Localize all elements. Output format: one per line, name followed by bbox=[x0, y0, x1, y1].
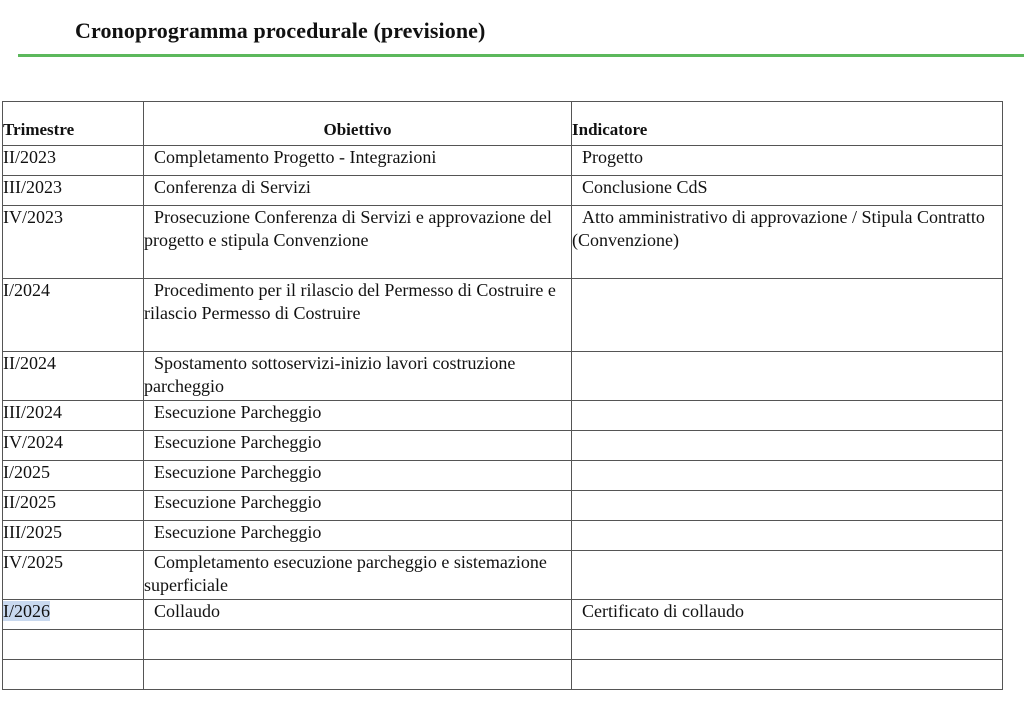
cell-obiettivo[interactable]: Conferenza di Servizi bbox=[144, 176, 572, 206]
cell-obiettivo[interactable]: Spostamento sottoservizi-inizio lavori costruzione parcheggio bbox=[144, 352, 572, 401]
cell-indicatore[interactable]: Atto amministrativo di approvazione / Stipula Contratto (Convenzione) bbox=[572, 206, 1003, 279]
cell-trimestre[interactable] bbox=[3, 660, 144, 690]
table-row bbox=[3, 401, 1003, 431]
cell-trimestre[interactable]: III/2023 bbox=[3, 176, 144, 206]
cell-trimestre[interactable]: IV/2024 bbox=[3, 431, 144, 461]
cell-trimestre[interactable]: II/2024 bbox=[3, 352, 144, 401]
cell-indicatore[interactable] bbox=[572, 551, 1003, 600]
cell-trimestre[interactable] bbox=[3, 600, 144, 630]
cell-obiettivo[interactable]: Procedimento per il rilascio del Permesso di Costruire e rilascio Permesso di Costruire bbox=[144, 279, 572, 352]
header-row bbox=[3, 102, 1003, 146]
cell-trimestre[interactable]: I/2025 bbox=[3, 461, 144, 491]
cell-indicatore[interactable] bbox=[572, 461, 1003, 491]
table-row bbox=[3, 461, 1003, 491]
table-row bbox=[3, 431, 1003, 461]
cell-obiettivo[interactable]: Completamento esecuzione parcheggio e sistemazione superficiale bbox=[144, 551, 572, 600]
table-row bbox=[3, 600, 1003, 630]
table-row bbox=[3, 491, 1003, 521]
cell-obiettivo[interactable]: Esecuzione Parcheggio bbox=[144, 461, 572, 491]
cell-obiettivo[interactable]: Completamento Progetto - Integrazioni bbox=[144, 146, 572, 176]
table-row bbox=[3, 146, 1003, 176]
cell-obiettivo[interactable] bbox=[144, 630, 572, 660]
cell-obiettivo[interactable]: Prosecuzione Conferenza di Servizi e approvazione del progetto e stipula Convenzione bbox=[144, 206, 572, 279]
cell-obiettivo[interactable]: Collaudo bbox=[144, 600, 572, 630]
cell-indicatore[interactable] bbox=[572, 660, 1003, 690]
cell-obiettivo[interactable]: Esecuzione Parcheggio bbox=[144, 401, 572, 431]
table-row bbox=[3, 176, 1003, 206]
table-row bbox=[3, 521, 1003, 551]
cell-trimestre[interactable]: III/2024 bbox=[3, 401, 144, 431]
table-row bbox=[3, 279, 1003, 352]
selected-text[interactable]: I/2026 bbox=[3, 601, 50, 621]
cell-obiettivo[interactable]: Esecuzione Parcheggio bbox=[144, 431, 572, 461]
header-obiettivo: Obiettivo bbox=[144, 102, 572, 146]
cell-obiettivo[interactable]: Esecuzione Parcheggio bbox=[144, 491, 572, 521]
cell-indicatore[interactable]: Progetto bbox=[572, 146, 1003, 176]
document-title: Cronoprogramma procedurale (previsione) bbox=[75, 18, 486, 43]
cell-indicatore[interactable] bbox=[572, 401, 1003, 431]
table-row bbox=[3, 551, 1003, 600]
header-trimestre: Trimestre bbox=[3, 102, 144, 146]
cell-indicatore[interactable]: Conclusione CdS bbox=[572, 176, 1003, 206]
cell-obiettivo[interactable]: Esecuzione Parcheggio bbox=[144, 521, 572, 551]
cell-trimestre[interactable]: II/2025 bbox=[3, 491, 144, 521]
cell-trimestre[interactable]: II/2023 bbox=[3, 146, 144, 176]
cell-indicatore[interactable]: Certificato di collaudo bbox=[572, 600, 1003, 630]
cell-trimestre[interactable]: IV/2025 bbox=[3, 551, 144, 600]
schedule-table bbox=[2, 101, 1003, 690]
cell-obiettivo[interactable] bbox=[144, 660, 572, 690]
table-row bbox=[3, 352, 1003, 401]
cell-trimestre[interactable]: IV/2023 bbox=[3, 206, 144, 279]
cell-indicatore[interactable] bbox=[572, 352, 1003, 401]
title-underline bbox=[18, 54, 1024, 57]
cell-indicatore[interactable] bbox=[572, 521, 1003, 551]
table-row bbox=[3, 206, 1003, 279]
cell-indicatore[interactable] bbox=[572, 279, 1003, 352]
cell-trimestre[interactable] bbox=[3, 630, 144, 660]
header-indicatore: Indicatore bbox=[572, 102, 1003, 146]
table-row bbox=[3, 660, 1003, 690]
table-row bbox=[3, 630, 1003, 660]
cell-trimestre[interactable]: III/2025 bbox=[3, 521, 144, 551]
cell-indicatore[interactable] bbox=[572, 431, 1003, 461]
cell-indicatore[interactable] bbox=[572, 491, 1003, 521]
cell-indicatore[interactable] bbox=[572, 630, 1003, 660]
cell-trimestre[interactable]: I/2024 bbox=[3, 279, 144, 352]
